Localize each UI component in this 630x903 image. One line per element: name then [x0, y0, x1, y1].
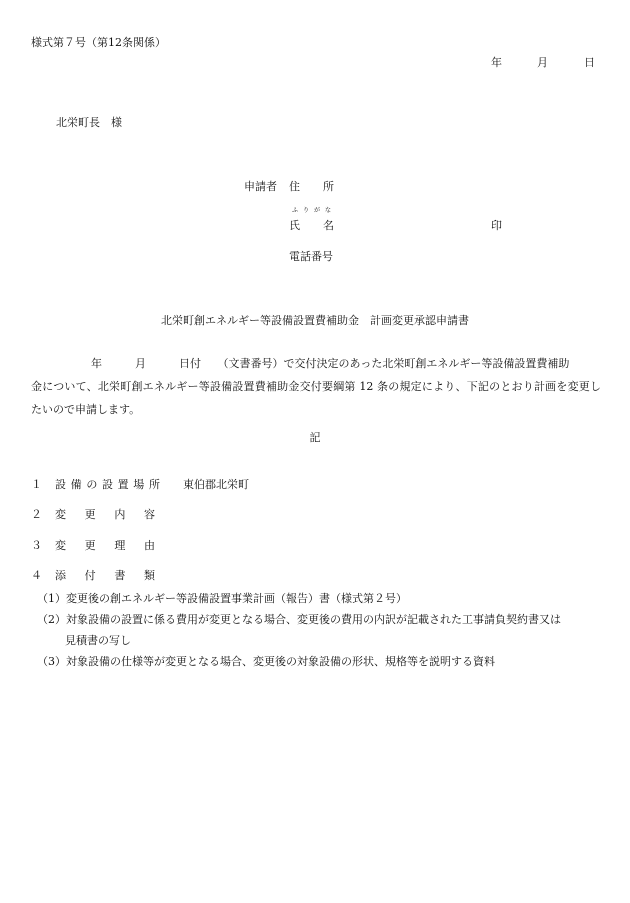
attachment-1: （1）変更後の創エネルギー等設備設置事業計画（報告）書（様式第２号） [37, 592, 407, 605]
attachment-3: （3）対象設備の仕様等が変更となる場合、変更後の対象設備の形状、規格等を説明する資料 [37, 655, 495, 668]
phone-label: 電話番号 [289, 250, 333, 263]
applicant-label: 申請者 [244, 180, 277, 193]
seal-label: 印 [491, 219, 502, 232]
date-month-label: 月 [537, 56, 548, 69]
item-change-reason [31, 540, 183, 551]
item-attachments [31, 570, 183, 581]
body-line-2: 金について、北栄町創エネルギー等設備設置費補助金交付要綱第 12 条の規定により、下記のとおり計画を変更したいので申請します。 [31, 380, 601, 416]
item-label: 変 更 内 容 [55, 508, 155, 521]
document-title: 北栄町創エネルギー等設備設置費補助金 計画変更承認申請書 [161, 314, 469, 327]
name-label [289, 220, 357, 231]
body-line-1: 年 月 日付 （文書番号）で交付決定のあった北栄町創エネルギー等設備設置費補助 [91, 357, 570, 370]
ki-heading: 記 [309, 431, 321, 444]
address-label-char-1: 住 [289, 180, 300, 193]
furigana-label: ふりがな [292, 207, 337, 214]
address-label-char-2: 所 [323, 180, 334, 193]
item-number: ２ [31, 508, 42, 521]
date-year-label: 年 [491, 56, 502, 69]
item-number: １ [31, 478, 42, 491]
item-number: ３ [31, 539, 42, 552]
addressee-name: 北栄町長 [56, 116, 100, 129]
addressee-honorific: 様 [111, 116, 122, 129]
item-label: 設 備 の 設 置 場 所 [55, 478, 160, 491]
item-label: 添 付 書 類 [55, 569, 155, 582]
item-change-content [31, 509, 183, 520]
item-label: 変 更 理 由 [55, 539, 155, 552]
address-label [289, 181, 357, 192]
attachment-2-continued: 見積書の写し [65, 634, 131, 647]
item-number: ４ [31, 569, 42, 582]
form-number: 様式第７号（第12条関係） [31, 36, 166, 49]
item-value: 東伯郡北栄町 [183, 478, 249, 491]
date-day-label: 日 [584, 56, 595, 69]
attachment-2: （2）対象設備の設置に係る費用が変更となる場合、変更後の費用の内訳が記載された工事請負契約書又は [37, 613, 561, 626]
body-paragraph [31, 352, 601, 421]
name-label-char-2: 名 [323, 219, 334, 232]
name-label-char-1: 氏 [289, 219, 300, 232]
item-installation-location [31, 479, 249, 490]
